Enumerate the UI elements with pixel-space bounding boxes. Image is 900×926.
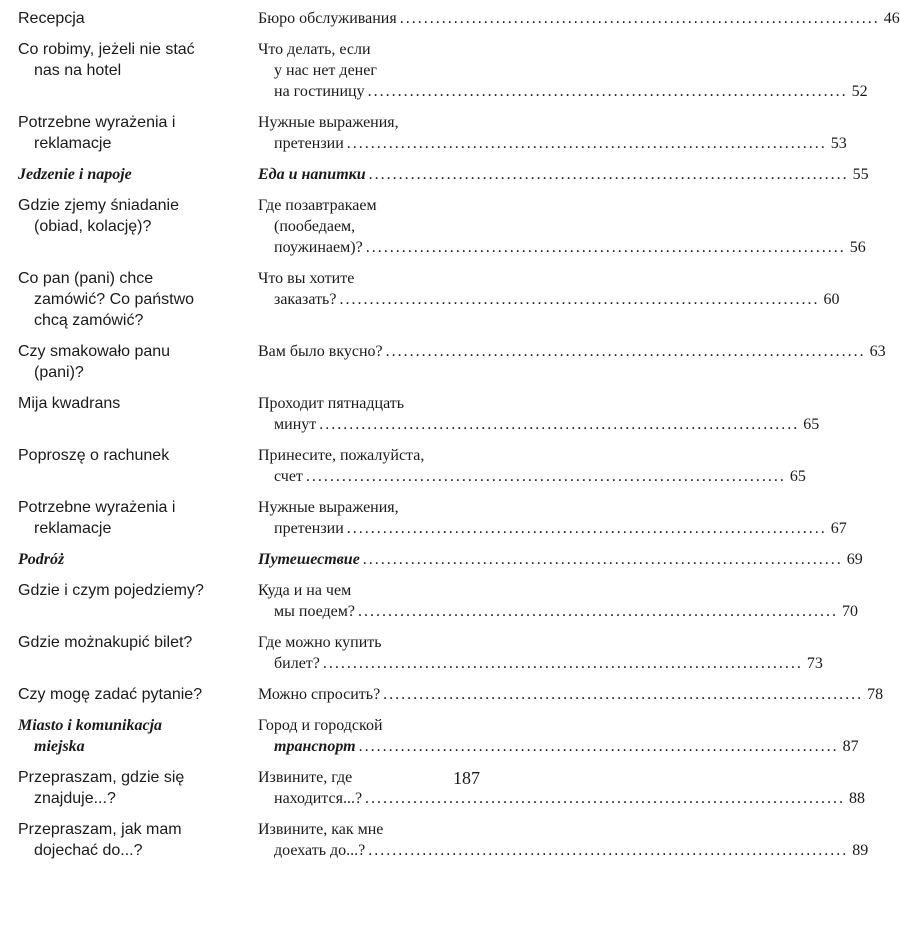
russian-text [258,341,886,362]
polish-text [18,39,246,81]
russian-line: мы поедем? [274,603,355,620]
polish-line: Potrzebne wyrażenia i [18,114,176,131]
toc-entry [18,341,886,383]
polish-line: Potrzebne wyrażenia i [18,499,176,516]
russian-text [258,8,900,29]
russian-line-with-page [258,840,869,861]
polish-text [18,632,246,653]
russian-line-with-page [258,8,900,29]
polish-text [18,549,246,570]
russian-line: Можно спросить? [258,686,381,703]
russian-line-with-page [258,164,869,185]
polish-line: Czy mogę zadać pytanie? [18,686,203,703]
polish-line: (obiad, kolację)? [34,218,152,235]
toc-entry [18,684,884,705]
entry-page-number: 65 [789,468,806,485]
toc-section-heading [18,549,863,570]
polish-text [18,393,246,414]
toc-entry [18,767,866,809]
polish-text [18,164,246,185]
polish-line: Poproszę o rachunek [18,447,170,464]
russian-text [258,39,868,102]
russian-line: счет [274,468,303,485]
russian-line: на гостиницу [274,83,365,100]
dot-leader [366,239,846,256]
polish-line: Przepraszam, gdzie się [18,769,185,786]
polish-text [18,112,246,154]
dot-leader [306,468,786,485]
russian-line: Что вы хотите [258,270,355,287]
russian-line: поужинаем)? [274,239,363,256]
polish-line: zamówić? Co państwo [34,291,195,308]
entry-page-number: 87 [842,738,859,755]
russian-line-with-page [258,133,847,154]
russian-line-with-page [258,788,866,809]
entry-page-number: 56 [849,239,866,256]
russian-line-with-page [258,414,820,435]
entry-page-number: 63 [869,343,886,360]
russian-line-with-page [258,341,886,362]
russian-text [258,549,863,570]
toc-entry [18,39,868,102]
russian-text [258,393,820,435]
russian-text [258,112,847,154]
polish-line: Recepcja [18,10,85,27]
entry-page-number: 60 [823,291,840,308]
polish-text [18,819,246,861]
toc-entry [18,112,847,154]
dot-leader [400,10,880,27]
dot-leader [358,603,838,620]
russian-text [258,715,859,757]
entry-page-number: 55 [852,166,869,183]
entry-page-number: 67 [830,520,847,537]
polish-line: Jedzenie i napoje [18,166,132,183]
russian-line-with-page [258,466,806,487]
entry-page-number: 89 [852,842,869,859]
russian-line: Где позавтракаем [258,197,377,214]
dot-leader [368,842,848,859]
russian-line: (пообедаем, [274,218,356,235]
russian-text [258,268,840,310]
russian-line-with-page [258,736,859,757]
russian-line: Нужные выражения, [258,499,399,516]
russian-line-with-page [258,549,863,570]
toc-entry [18,445,806,487]
polish-line: nas na hotel [34,62,122,79]
dot-leader [369,166,849,183]
polish-text [18,445,246,466]
russian-line: Извините, где [258,769,353,786]
russian-text [258,819,869,861]
toc-entry [18,268,840,331]
russian-text [258,445,806,487]
entry-page-number: 53 [830,135,847,152]
dot-leader [347,135,827,152]
russian-line: претензии [274,520,344,537]
entry-page-number: 69 [846,551,863,568]
polish-line: Podróż [18,551,65,568]
entry-page-number: 73 [806,655,823,672]
polish-text [18,8,246,29]
polish-line: Co pan (pani) chce [18,270,154,287]
polish-text [18,715,246,757]
toc-entry [18,580,858,622]
dot-leader [323,655,803,672]
polish-line: Gdzie możnakupić bilet? [18,634,193,651]
entry-page-number: 65 [803,416,820,433]
russian-line: Город и городской [258,717,383,734]
polish-line: miejska [34,738,85,755]
polish-line: Miasto i komunikacja [18,717,163,734]
russian-line: транспорт [274,738,356,755]
russian-line-with-page [258,684,884,705]
russian-line: Нужные выражения, [258,114,399,131]
russian-text [258,632,823,674]
dot-leader [363,551,843,568]
russian-line: минут [274,416,317,433]
page-number: 187 [453,768,480,788]
russian-text [258,497,847,539]
polish-text [18,497,246,539]
russian-text [258,767,866,809]
dot-leader [383,686,863,703]
russian-line: заказать? [274,291,337,308]
russian-line: Что делать, если [258,41,371,58]
table-of-contents [18,8,900,861]
russian-line: Извините, как мне [258,821,384,838]
polish-line: Mija kwadrans [18,395,121,412]
entry-page-number: 88 [849,790,866,807]
russian-line: билет? [274,655,320,672]
polish-text [18,195,246,237]
polish-line: Przepraszam, jak mam [18,821,182,838]
russian-line: Проходит пятнадцать [258,395,405,412]
russian-text [258,684,884,705]
russian-line: Куда и на чем [258,582,352,599]
russian-line: у нас нет денег [274,62,377,79]
polish-line: Gdzie zjemy śniadanie [18,197,179,214]
polish-text [18,767,246,809]
russian-line-with-page [258,289,840,310]
polish-line: znajduje...? [34,790,116,807]
entry-page-number: 78 [867,686,884,703]
russian-line: находится...? [274,790,363,807]
entry-page-number: 70 [842,603,858,620]
toc-entry [18,8,900,29]
entry-page-number: 46 [883,10,900,27]
russian-line: Вам было вкусно? [258,343,383,360]
russian-text [258,580,858,622]
polish-line: reklamacje [34,520,112,537]
polish-line: dojechać do...? [34,842,143,859]
polish-line: Czy smakowało panu [18,343,171,360]
toc-entry [18,632,823,674]
russian-text [258,195,866,258]
russian-line: Бюро обслуживания [258,10,397,27]
russian-line-with-page [258,601,858,622]
russian-line: претензии [274,135,344,152]
toc-entry [18,497,847,539]
russian-line-with-page [258,653,823,674]
polish-line: Co robimy, jeżeli nie stać [18,41,195,58]
dot-leader [319,416,799,433]
russian-line: Еда и напитки [258,166,366,183]
polish-line: Gdzie i czym pojedziemy? [18,582,204,599]
dot-leader [386,343,866,360]
dot-leader [339,291,819,308]
polish-text [18,684,246,705]
toc-section-heading [18,715,859,757]
russian-line-with-page [258,237,866,258]
russian-line: Путешествие [258,551,360,568]
russian-line: Где можно купить [258,634,382,651]
polish-text [18,268,246,331]
russian-line-with-page [258,81,868,102]
polish-line: reklamacje [34,135,112,152]
russian-line-with-page [258,518,847,539]
russian-text [258,164,869,185]
toc-entry [18,819,869,861]
russian-line: Принесите, пожалуйста, [258,447,425,464]
polish-text [18,580,246,601]
russian-line: доехать до...? [274,842,366,859]
polish-line: (pani)? [34,364,84,381]
polish-line: chcą zamówić? [34,312,144,329]
toc-entry [18,393,820,435]
toc-entry [18,195,866,258]
dot-leader [368,83,848,100]
polish-text [18,341,246,383]
toc-section-heading [18,164,869,185]
dot-leader [359,738,839,755]
entry-page-number: 52 [851,83,868,100]
dot-leader [347,520,827,537]
dot-leader [365,790,845,807]
